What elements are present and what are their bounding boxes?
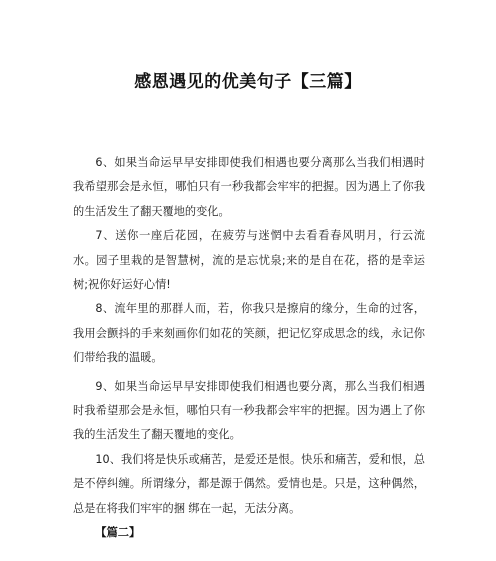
paragraph-8: 8、流年里的那群人而，若，你我只是擦肩的缘分，生命的过客，我用会颤抖的手来刻画你们如花的笑颜，把记忆穿成思念的线，永记你们带给我的温暖。 [73, 302, 425, 365]
paragraph-7: 7、送你一座后花园，在疲劳与迷惘中去看看春风明月，行云流水。园子里栽的是智慧树，流的是忘忧泉;来的是自在花，搭的是幸运树;祝你好运好心情! [73, 229, 425, 292]
paragraph-10: 10、我们将是快乐或痛苦，是爱还是恨。快乐和痛苦，爱和恨，总是不停纠缠。所谓缘分，都是源于偶然。爱情也是。只是，这种偶然，总是在将我们牢牢的捆 绑在一起，无法分离。 [73, 452, 425, 515]
section-heading: 【篇二】 [95, 526, 141, 540]
paragraph-9: 9、如果当命运早早安排即使我们相遇也要分离，那么当我们相遇时我希望那会是永恒，哪怕只有一秒我都会牢牢的把握。因为遇上了你我的生活发生了翻天覆地的变化。 [73, 379, 425, 442]
document-body [73, 151, 425, 546]
document-title: 感恩遇见的优美句子【三篇】 [134, 72, 362, 92]
paragraph-6: 6、如果当命运早早安排即使我们相遇也要分离那么当我们相遇时我希望那会是永恒，哪怕只有一秒我都会牢牢的把握。因为遇上了你我的生活发生了翻天覆地的变化。 [73, 156, 425, 218]
